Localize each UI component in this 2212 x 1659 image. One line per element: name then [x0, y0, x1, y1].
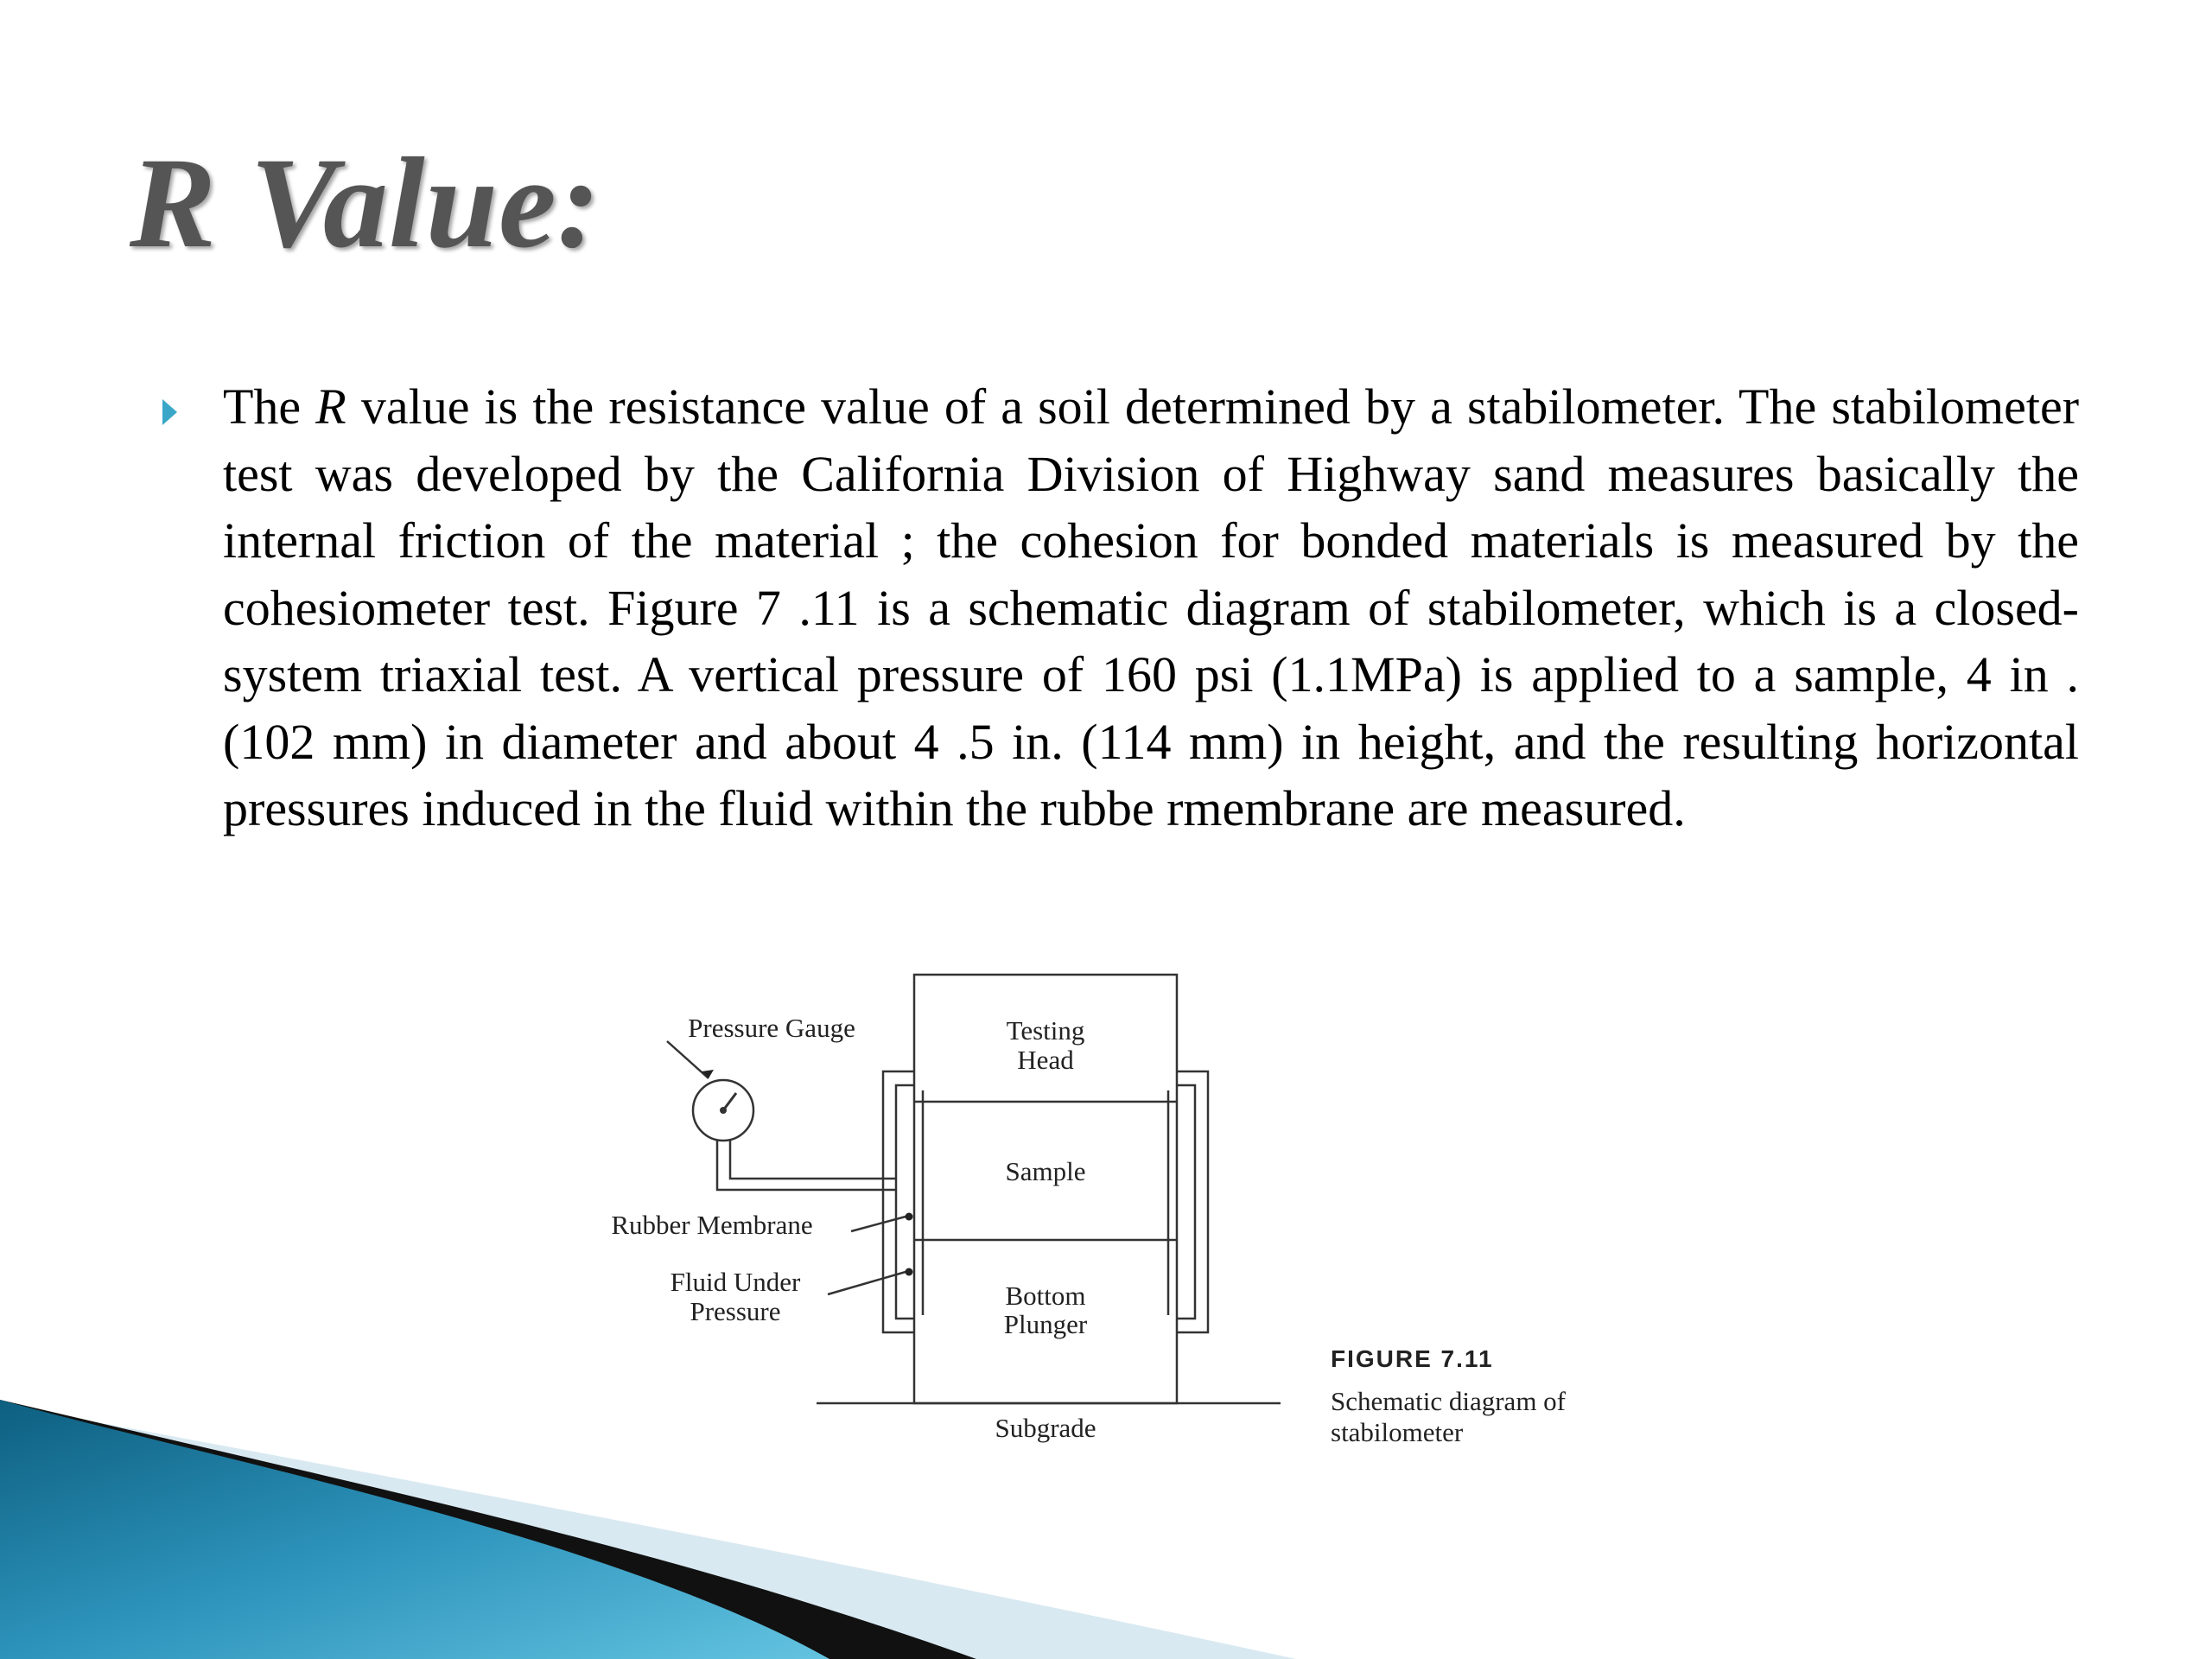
- label-fluid-under-line2: Pressure: [690, 1296, 781, 1326]
- label-fluid-under-line1: Fluid Under: [670, 1267, 801, 1297]
- figure-caption-heading: FIGURE 7.11: [1331, 1345, 1494, 1372]
- label-testing-head-line1: Testing: [1006, 1015, 1085, 1046]
- label-sample: Sample: [1005, 1156, 1086, 1186]
- label-bottom-plunger-line1: Bottom: [1005, 1281, 1086, 1311]
- label-bottom-plunger-line2: Plunger: [1003, 1309, 1088, 1339]
- right-fluid-chamber: [1177, 1071, 1208, 1332]
- fluid-pointer-line: [828, 1272, 906, 1294]
- bullet-text-start: The: [223, 378, 316, 435]
- gauge-pointer-line: [667, 1041, 709, 1078]
- bullet-text-italic-r: R: [315, 378, 346, 435]
- membrane-pointer-line: [851, 1217, 906, 1231]
- label-subgrade: Subgrade: [995, 1413, 1096, 1443]
- label-testing-head-line2: Head: [1017, 1045, 1074, 1075]
- figure-caption-line1: Schematic diagram of: [1331, 1386, 1567, 1416]
- slide-title: R Value:: [130, 131, 601, 275]
- figure-caption-line2: stabilometer: [1331, 1417, 1464, 1447]
- label-rubber-membrane: Rubber Membrane: [611, 1210, 813, 1240]
- left-fluid-chamber: [883, 1071, 914, 1332]
- bullet-text-rest: value is the resistance value of a soil determined by a stabilometer. The stabilometer test was developed by the California Division of Highway sand measures basically the internal friction of the material ; the cohesion for bonded materials is measured by the cohesiometer test. Figure 7 .11 is a schematic diagram of stabilometer, which is a closed-system triaxial test. A vertical pressure of 160 psi (1.1MPa) is applied to a sample, 4 in . (102 mm) in diameter and about 4 .5 in. (114 mm) in height, and the resulting horizontal pressures induced in the fluid within the rubbe rmembrane are measured.: [223, 378, 2080, 836]
- label-pressure-gauge: Pressure Gauge: [688, 1013, 855, 1043]
